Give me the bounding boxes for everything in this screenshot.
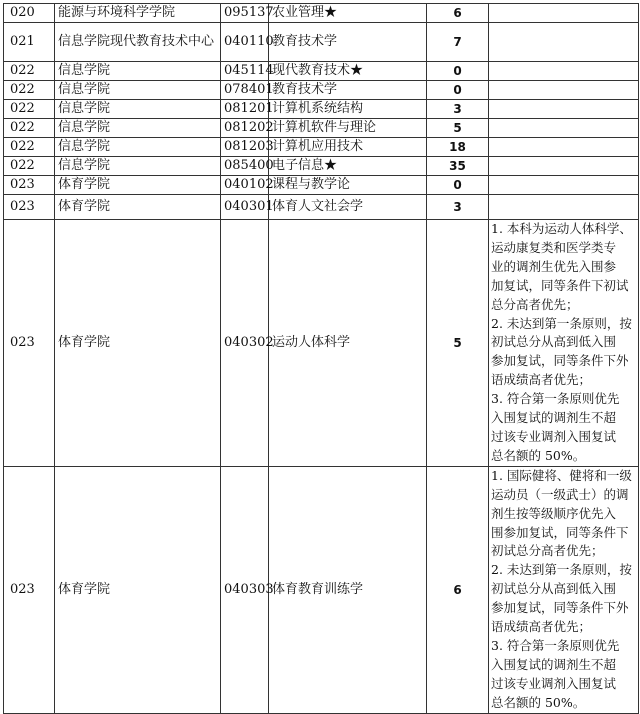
- note-line: 剂生按等级顺序优先入: [491, 505, 617, 521]
- note-line: 总名额的 50%。: [491, 694, 586, 710]
- college-name-cell: 信息学院: [55, 119, 221, 138]
- note-line: 参加复试，同等条件下外: [491, 600, 629, 616]
- note-cell: [489, 195, 639, 220]
- major-name-cell: 教育技术学: [269, 23, 427, 62]
- note-cell: [489, 119, 639, 138]
- note-line: 过该专业调剂入围复试: [491, 428, 617, 444]
- note-line: 总名额的 50%。: [491, 447, 586, 463]
- note-line: 过该专业调剂入围复试: [491, 675, 617, 691]
- note-line: 入围复试的调剂生不超: [491, 656, 617, 672]
- note-cell: [489, 4, 639, 23]
- note-line: 加复试，同等条件下初试: [491, 277, 629, 293]
- major-code-cell: 081202: [221, 119, 269, 138]
- college-code-cell: 022: [4, 62, 55, 81]
- major-code-cell: 095137: [221, 4, 269, 23]
- college-name-cell: 信息学院: [55, 81, 221, 100]
- college-code-cell: 023: [4, 220, 55, 467]
- note-cell: [489, 23, 639, 62]
- note-cell: [489, 81, 639, 100]
- note-line: 初试总分高者优先；: [491, 543, 604, 559]
- table-row: [4, 4, 639, 23]
- table-row: [4, 81, 639, 100]
- major-name-cell: 教育技术学: [269, 81, 427, 100]
- quota-count-cell: 18: [427, 138, 489, 157]
- college-code-cell: 022: [4, 100, 55, 119]
- college-code-cell: 021: [4, 23, 55, 62]
- quota-count-cell: 35: [427, 157, 489, 176]
- quota-count-cell: 5: [427, 220, 489, 467]
- college-code-cell: 022: [4, 119, 55, 138]
- note-line: 总分高者优先；: [491, 296, 579, 312]
- note-cell: [489, 466, 639, 713]
- college-code-cell: 023: [4, 195, 55, 220]
- quota-count-cell: 0: [427, 81, 489, 100]
- quota-count-cell: 6: [427, 466, 489, 713]
- college-code-cell: 022: [4, 157, 55, 176]
- note-line: 语成绩高者优先；: [491, 619, 592, 635]
- table-row: [4, 138, 639, 157]
- note-line: 运动员（一级武士）的调: [491, 486, 629, 502]
- table-row: [4, 100, 639, 119]
- quota-count-cell: 0: [427, 176, 489, 195]
- note-cell: [489, 62, 639, 81]
- college-name-cell: 信息学院: [55, 157, 221, 176]
- note-cell: [489, 100, 639, 119]
- college-name-cell: 体育学院: [55, 220, 221, 467]
- note-line: 业的调剂生优先入围参: [491, 258, 617, 274]
- note-line: 语成绩高者优先；: [491, 372, 592, 388]
- major-name-cell: 计算机软件与理论: [269, 119, 427, 138]
- college-name-cell: 信息学院: [55, 100, 221, 119]
- table-row: [4, 119, 639, 138]
- note-cell: [489, 220, 639, 467]
- note-line: 3. 符合第一条原则优先: [491, 391, 620, 407]
- major-code-cell: 045114: [221, 62, 269, 81]
- table-row: [4, 157, 639, 176]
- note-line: 2. 未达到第一条原则，按: [491, 315, 632, 331]
- major-code-cell: 040301: [221, 195, 269, 220]
- major-name-cell: 体育教育训练学: [269, 466, 427, 713]
- major-name-cell: 计算机系统结构: [269, 100, 427, 119]
- major-code-cell: 040302: [221, 220, 269, 467]
- college-name-cell: 体育学院: [55, 176, 221, 195]
- major-name-cell: 运动人体科学: [269, 220, 427, 467]
- table-row: [4, 220, 639, 467]
- quota-count-cell: 3: [427, 195, 489, 220]
- note-line: 3. 符合第一条原则优先: [491, 637, 620, 653]
- major-code-cell: 078401: [221, 81, 269, 100]
- table-row: [4, 176, 639, 195]
- note-line: 初试总分从高到低入围: [491, 334, 617, 350]
- quota-count-cell: 3: [427, 100, 489, 119]
- admissions-table: [3, 3, 639, 714]
- college-name-cell: 能源与环境科学学院: [55, 4, 221, 23]
- note-line: 入围复试的调剂生不超: [491, 410, 617, 426]
- college-code-cell: 023: [4, 176, 55, 195]
- quota-count-cell: 6: [427, 4, 489, 23]
- note-cell: [489, 138, 639, 157]
- college-code-cell: 022: [4, 138, 55, 157]
- college-name-cell: 体育学院: [55, 195, 221, 220]
- table-row: [4, 62, 639, 81]
- note-line: 参加复试，同等条件下外: [491, 353, 629, 369]
- college-code-cell: 020: [4, 4, 55, 23]
- major-name-cell: 课程与教学论: [269, 176, 427, 195]
- major-code-cell: 081201: [221, 100, 269, 119]
- college-code-cell: 023: [4, 466, 55, 713]
- major-name-cell: 体育人文社会学: [269, 195, 427, 220]
- note-line: 1. 本科为运动人体科学、: [491, 221, 632, 236]
- major-code-cell: 081203: [221, 138, 269, 157]
- note-line: 围参加复试，同等条件下: [491, 524, 629, 540]
- major-code-cell: 040102: [221, 176, 269, 195]
- note-line: 运动康复类和医学类专: [491, 239, 617, 255]
- major-code-cell: 040303: [221, 466, 269, 713]
- note-line: 初试总分从高到低入围: [491, 581, 617, 597]
- note-cell: [489, 157, 639, 176]
- major-name-cell: 电子信息★: [269, 157, 427, 176]
- table-row: [4, 23, 639, 62]
- quota-count-cell: 7: [427, 23, 489, 62]
- college-name-cell: 信息学院: [55, 138, 221, 157]
- college-name-cell: 信息学院: [55, 62, 221, 81]
- quota-count-cell: 0: [427, 62, 489, 81]
- college-name-cell: 体育学院: [55, 466, 221, 713]
- quota-count-cell: 5: [427, 119, 489, 138]
- major-code-cell: 040110: [221, 23, 269, 62]
- major-code-cell: 085400: [221, 157, 269, 176]
- major-name-cell: 计算机应用技术: [269, 138, 427, 157]
- college-name-cell: 信息学院现代教育技术中心: [55, 23, 221, 62]
- major-name-cell: 农业管理★: [269, 4, 427, 23]
- major-name-cell: 现代教育技术★: [269, 62, 427, 81]
- college-code-cell: 022: [4, 81, 55, 100]
- table-row: [4, 466, 639, 713]
- note-line: 1. 国际健将、健将和一级: [491, 467, 632, 483]
- note-cell: [489, 176, 639, 195]
- note-line: 2. 未达到第一条原则，按: [491, 562, 632, 578]
- table-row: [4, 195, 639, 220]
